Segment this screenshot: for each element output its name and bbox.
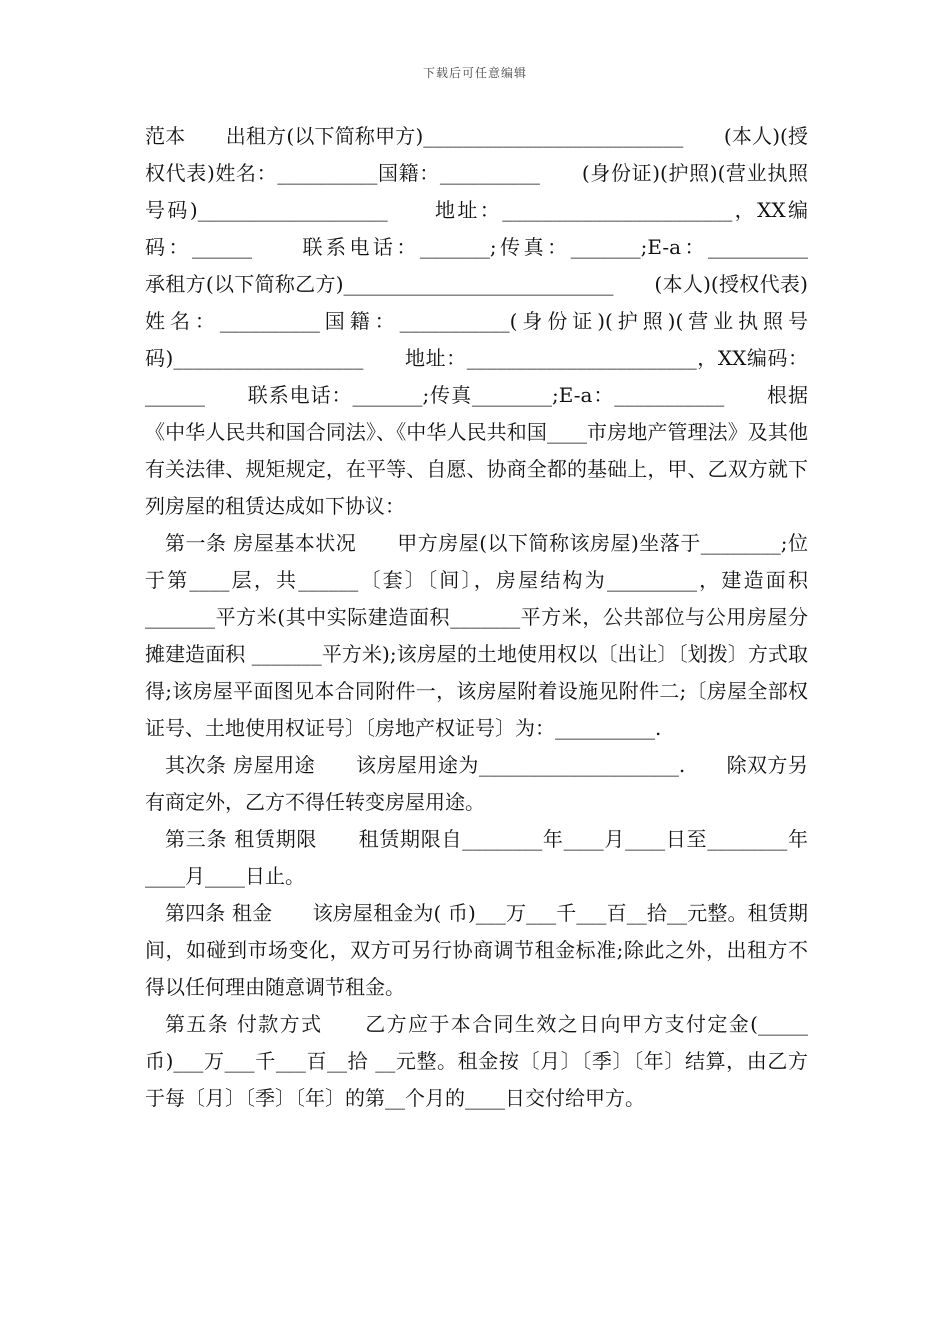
article-1-house-basics: 第一条 房屋基本状况 甲方房屋(以下简称该房屋)坐落于________;位于第____层，共______〔套〕〔间〕，房屋结构为_________，建造面积_______平方米(其中实际建造面积_______平方米，公共部位与公用房屋分摊建造面积 _______平方米);该房屋的土地使用权以〔出让〕〔划拨〕方式取得;该房屋平面图见本合同附件一，该房屋附着设施见附件二;〔房屋全部权证号、土地使用权证号〕〔房地产权证号〕为：__________. [145, 531, 808, 740]
contract-preamble: 范本 出租方(以下简称甲方)__________________________ (本人)(授权代表)姓名：__________国籍：__________ (身份证)(护照)(营业执照号码)___________________ 地址：_______________________，XX编码：______ 联系电话：_______;传真：_______;E-a：__________ 承租方(以下简称乙方)___________________________ (本人)(授权代表)姓名：__________国籍：___________(身份证)(护照)(营业执照号码)___________________ 地址：_______________________，XX编码：______ 联系电话：_______;传真________;E-a：___________ 根据《中华人民共和国合同法》、《中华人民共和国____市房地产管理法》及其他有关法律、规矩规定，在平等、自愿、协商全都的基础上，甲、乙双方就下列房屋的租赁达成如下协议： [145, 124, 848, 518]
article-2-house-use: 其次条 房屋用途 该房屋用途为____________________. 除双方另有商定外，乙方不得任转变房屋用途。 [145, 753, 808, 814]
page-header-note: 下载后可任意编辑 [422, 66, 527, 80]
contract-body [145, 118, 848, 1117]
article-3-lease-term: 第三条 租赁期限 租赁期限自________年____月____日至________年____月____日止。 [145, 827, 808, 888]
article-4-rent: 第四条 租金 该房屋租金为( 币)___万___千___百__拾__元整。租赁期间，如碰到市场变化，双方可另行协商调节租金标准;除此之外，出租方不得以任何理由随意调节租金。 [145, 901, 808, 999]
article-5-payment-method: 第五条 付款方式 乙方应于本合同生效之日向甲方支付定金(_____币)___万___千___百__拾 __元整。租金按〔月〕〔季〕〔年〕结算，由乙方于每〔月〕〔季〕〔年〕的第__个月的____日交付给甲方。 [145, 1012, 808, 1110]
